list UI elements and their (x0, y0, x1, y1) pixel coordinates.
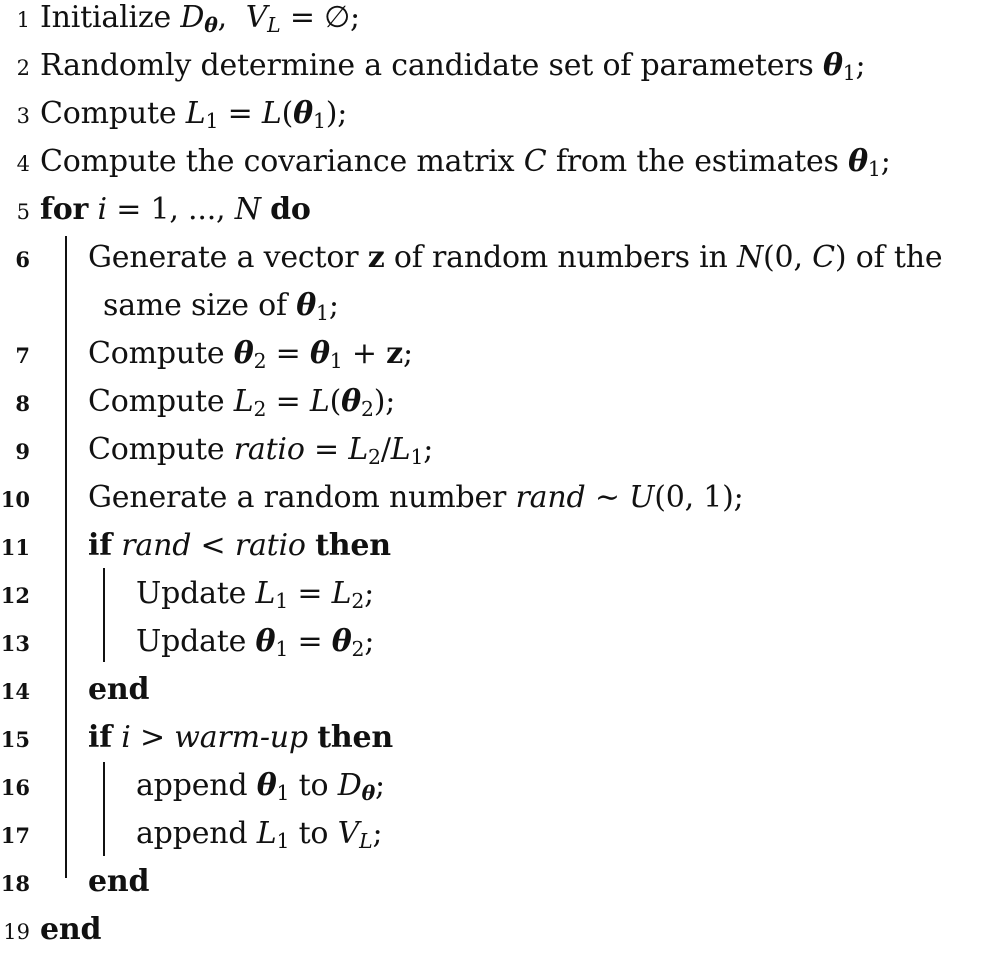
line-code: Generate a vector z of random numbers in N(0, C) of the (88, 240, 943, 275)
statement-text: Compute (40, 96, 177, 131)
line-code: append $L_1$ to $V_L$; (136, 816, 383, 854)
if-block-2-guide-bar (103, 762, 105, 856)
keyword-end: end (88, 864, 150, 899)
line-number: 3 (16, 104, 30, 128)
line-number: 6 (15, 247, 30, 272)
line-code: append $\theta_1$ to $D_\theta$; (136, 768, 385, 806)
keyword-do: do (270, 192, 311, 227)
statement-text: append (136, 768, 248, 803)
statement-text: Generate a vector (88, 240, 359, 275)
line-number: 5 (16, 200, 30, 224)
for-loop-guide-bar (65, 236, 67, 878)
statement-text: Generate a random number (88, 480, 507, 515)
statement-text: to (298, 768, 329, 803)
line-number: 12 (0, 583, 30, 608)
statement-text: from the estimates (555, 144, 839, 179)
variable-warm-up: warm-up (174, 720, 308, 755)
line-number: 11 (0, 535, 30, 560)
keyword-initialize: Initialize (40, 0, 172, 35)
line-code: if i > warm-up then (88, 720, 394, 755)
statement-text: Compute (88, 336, 225, 371)
statement-text: Compute (88, 384, 225, 419)
line-number: 1 (16, 8, 30, 32)
line-code: Compute ratio = $L_2/L_1$; (88, 432, 434, 470)
keyword-for: for (40, 192, 89, 227)
line-number: 7 (15, 343, 30, 368)
statement-text: to (298, 816, 329, 851)
statement-text: Compute the covariance matrix (40, 144, 515, 179)
keyword-end: end (88, 672, 150, 707)
line-number: 4 (16, 152, 30, 176)
line-number: 16 (0, 775, 30, 800)
statement-text: append (136, 816, 248, 851)
statement-text: of random numbers in (393, 240, 728, 275)
statement-text: same size of (103, 288, 287, 323)
line-code: Randomly determine a candidate set of parameters $\theta_1$; (40, 48, 866, 86)
statement-text: of the (855, 240, 943, 275)
line-code: Update $L_1 = L_2$; (136, 576, 375, 614)
line-code (88, 858, 149, 906)
line-number: 14 (0, 679, 30, 704)
line-code: Update $\theta_1 = \theta_2$; (136, 624, 375, 662)
line-number: 18 (0, 871, 30, 896)
line-number: 19 (3, 920, 30, 944)
statement-text: Compute (88, 432, 225, 467)
line-code: Compute $L_1 = L(\theta_1)$; (40, 96, 348, 134)
line-code: Compute $\theta_2 = \theta_1 + z$; (88, 336, 413, 374)
keyword-if: if (88, 528, 112, 563)
line-code (40, 906, 101, 954)
keyword-if: if (88, 720, 112, 755)
line-code: same size of $\theta_1$; (103, 288, 339, 326)
statement-text: Update (136, 624, 247, 659)
line-code: Compute the covariance matrix C from the estimates $\theta_1$; (40, 144, 891, 182)
keyword-end: end (40, 912, 102, 947)
statement-text: Update (136, 576, 247, 611)
line-number: 13 (0, 631, 30, 656)
keyword-then: then (317, 720, 394, 755)
line-number: 17 (0, 823, 30, 848)
line-code: Initialize $D_\theta$, $V_L$ = ∅; (40, 0, 360, 38)
if-block-1-guide-bar (103, 568, 105, 662)
line-number: 10 (0, 487, 30, 512)
line-number: 9 (15, 439, 30, 464)
line-code: Generate a random number rand ∼ U(0, 1); (88, 480, 744, 515)
statement-text: Randomly determine a candidate set of parameters (40, 48, 814, 83)
line-code: for i = 1, ..., N do (40, 192, 311, 227)
keyword-then: then (315, 528, 391, 563)
variable-rand: rand (515, 480, 586, 515)
line-number: 15 (0, 727, 30, 752)
variable-ratio: ratio (234, 528, 306, 563)
line-code: if rand < ratio then (88, 528, 391, 563)
line-number: 2 (16, 56, 30, 80)
variable-rand: rand (121, 528, 192, 563)
line-number: 8 (15, 391, 30, 416)
line-code: Compute $L_2 = L(\theta_2)$; (88, 384, 396, 422)
line-code (88, 666, 149, 714)
variable-ratio: ratio (233, 432, 305, 467)
